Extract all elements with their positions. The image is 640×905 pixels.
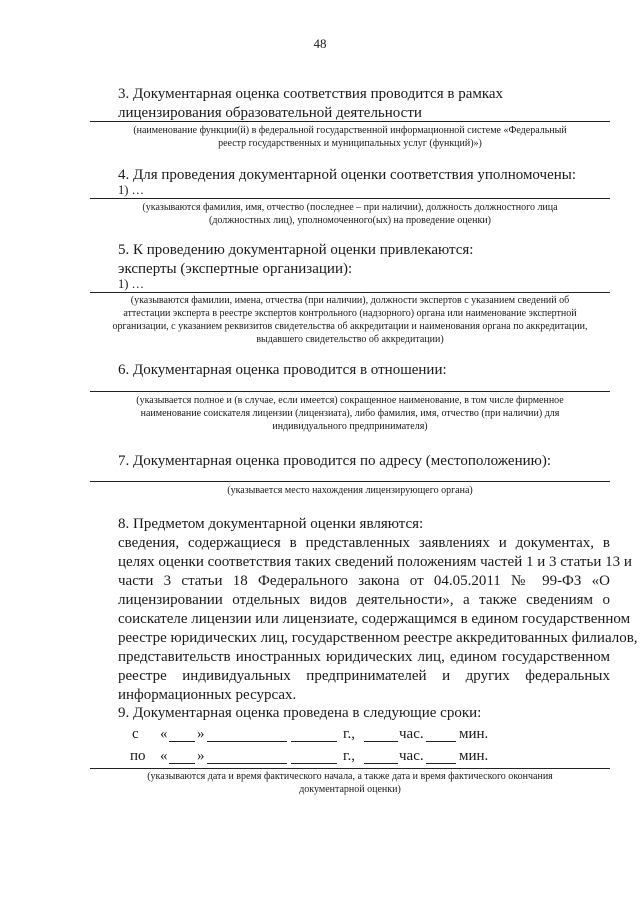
date-row-start-quote-open: « — [160, 726, 168, 742]
page-number: 48 — [313, 36, 327, 51]
section-7-note: (указывается место нахождения лицензирующего органа) — [227, 485, 473, 496]
section-7-underline — [90, 481, 610, 482]
date-row-end-minutes-label: мин. — [459, 748, 489, 764]
section-4-heading: 4. Для проведения документарной оценки соответствия уполномочены: — [118, 167, 577, 183]
section-5-note-line-4: выдавшего свидетельство об аккредитации) — [256, 334, 444, 345]
date-row-start-year-field[interactable] — [291, 741, 337, 742]
section-6-note — [90, 394, 610, 433]
section-8-line-3: части 3 статьи 18 Федерального закона от 04.05.2011 № 99-ФЗ «О — [118, 573, 610, 589]
date-row-start-day-field[interactable] — [169, 741, 195, 742]
section-8-line-6: реестре юридических лиц, государственном реестре аккредитованных филиалов, — [118, 630, 638, 646]
date-row-end-quote-open: « — [160, 748, 168, 764]
section-6-heading: 6. Документарная оценка проводится в отношении: — [118, 362, 447, 378]
date-row-start-hours-label: час. — [399, 726, 424, 742]
section-7-heading: 7. Документарная оценка проводится по адресу (местоположению): — [118, 453, 552, 469]
section-8-line-7: представительств иностранных юридических лиц, едином государственном — [118, 649, 610, 665]
section-5-note-line-3: организации, с указанием реквизитов свидетельства об аккредитации и наименования органа по аккредитации, — [112, 321, 588, 332]
section-3-line-1: 3. Документарная оценка соответствия проводится в рамках — [118, 86, 504, 102]
section-5-subheading: эксперты (экспертные организации): — [118, 261, 353, 277]
section-9-heading: 9. Документарная оценка проведена в следующие сроки: — [118, 705, 482, 721]
section-3-note — [90, 124, 610, 150]
section-9-note-line-1: (указываются дата и время фактического начала, а также дата и время фактического окончания — [147, 771, 553, 782]
section-4-underline — [90, 198, 610, 199]
date-row-end-minutes-field[interactable] — [426, 763, 456, 764]
section-5-note-line-1: (указываются фамилии, имена, отчества (при наличии), должности экспертов с указанием сведений об — [130, 295, 570, 306]
section-3-underline — [90, 121, 610, 122]
section-4-note-line-2: (должностных лиц), уполномоченного(ых) на проведение оценки) — [209, 215, 491, 226]
date-row-end-year-field[interactable] — [291, 763, 337, 764]
section-8-line-9: информационных ресурсах. — [118, 687, 297, 703]
section-8-heading: 8. Предметом документарной оценки являются: — [118, 516, 424, 532]
section-8-line-1: сведения, содержащиеся в представленных заявлениях и документах, в — [118, 535, 610, 551]
section-9-note-line-2: документарной оценки) — [299, 784, 401, 795]
section-9-note — [90, 770, 610, 796]
section-8-line-4: лицензировании отдельных видов деятельности», а также сведениям о — [118, 592, 610, 608]
section-9-underline — [90, 768, 610, 769]
date-row-start-quote-close: » — [197, 726, 205, 742]
section-8-line-8: реестре индивидуальных предпринимателей и других федеральных — [118, 668, 610, 684]
section-3-note-line-1: (наименование функции(й) в федеральной государственной информационной системе «Федеральный — [133, 125, 567, 136]
date-row-end-prefix: по — [130, 748, 146, 764]
section-6-note-line-3: индивидуального предпринимателя) — [272, 421, 428, 432]
date-row-start-prefix: с — [132, 726, 139, 742]
section-5-item: 1) … — [118, 277, 145, 291]
date-row-end-year-suffix: г., — [343, 748, 355, 764]
date-row-end-month-field[interactable] — [207, 763, 287, 764]
section-5-note — [90, 294, 610, 346]
section-4-item: 1) … — [118, 183, 145, 197]
section-3-note-line-2: реестр государственных и муниципальных услуг (функций)») — [218, 138, 482, 149]
date-row-end-day-field[interactable] — [169, 763, 195, 764]
section-8-line-5: соискателе лицензии или лицензиате, содержащимся в едином государственном — [118, 611, 631, 627]
section-6-note-line-1: (указывается полное и (в случае, если имеется) сокращенное наименование, в том числе фирменное — [136, 395, 564, 406]
section-4-note — [90, 201, 610, 227]
section-5-note-line-2: аттестации эксперта в реестре экспертов контрольного (надзорного) органа или наименование экспертной — [123, 308, 577, 319]
date-row-start-hours-field[interactable] — [364, 741, 398, 742]
date-row-start-month-field[interactable] — [207, 741, 287, 742]
section-3-line-2: лицензирования образовательной деятельности — [118, 105, 422, 121]
date-row-start-minutes-field[interactable] — [426, 741, 456, 742]
section-5-underline — [90, 292, 610, 293]
date-row-end-quote-close: » — [197, 748, 205, 764]
date-row-start-minutes-label: мин. — [459, 726, 489, 742]
section-8-line-2: целях оценки соответствия таких сведений положениям частей 1 и 3 статьи 13 и — [118, 554, 632, 570]
date-row-end-hours-field[interactable] — [364, 763, 398, 764]
section-6-underline — [90, 391, 610, 392]
date-row-start-year-suffix: г., — [343, 726, 355, 742]
section-6-note-line-2: наименование соискателя лицензии (лицензиата), либо фамилия, имя, отчество (при наличии) для — [140, 408, 560, 419]
date-row-end-hours-label: час. — [399, 748, 424, 764]
section-4-note-line-1: (указываются фамилия, имя, отчество (последнее – при наличии), должность должностного лица — [142, 202, 558, 213]
section-5-heading: 5. К проведению документарной оценки привлекаются: — [118, 242, 474, 258]
